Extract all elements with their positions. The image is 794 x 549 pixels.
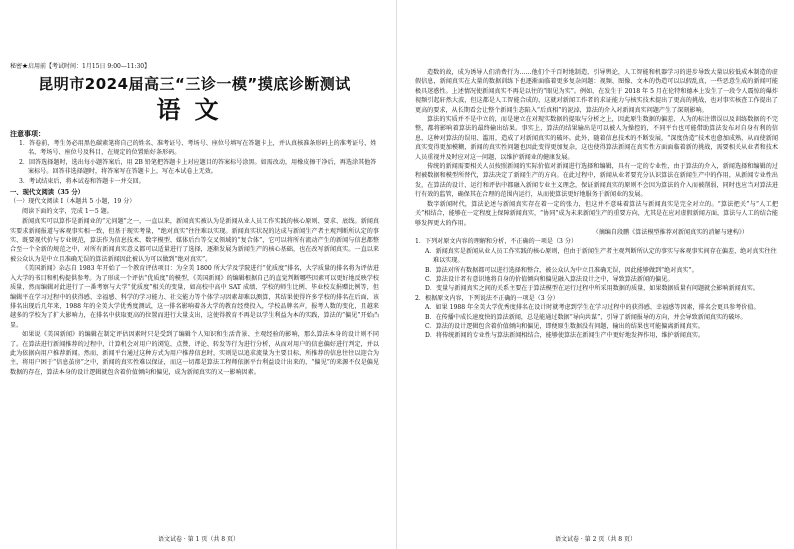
passage-paragraph: 算法的实质并不是中立的，而是建立在对现实数据的提取与分析之上，因此原生数据的偏差、人为的标注错误以及训练数据的不完整，都将影响着算法的最终输出结果。事实上，算法的结果输出是可以被人为操控的，不同平台也可能借助算法发布对自身有利的信息，这种对算法的误用、滥用，造成了对新闻真实的破坏。此外，随着信息技术的不断发展，“深度伪造”技术也愈加成熟，从而使新闻真实变得更加模糊，新闻的真实性问题也因此变得更加复杂，这也使得算法新闻在真实性方面面临着新的挑战，需要相关从业者和技术人员重视并及时应对这一问题，以维护新闻业的健康发展。 (415, 116, 778, 161)
answer-option: B．在传播中成长速度快的算法新闻，总是能通过数据“导向共谋”，引导了新闻报导的方向，并会导致新闻真实的破坏。 (425, 313, 747, 321)
passage-paragraph: 数字新闻时代，算法论述与新闻真实存在着一定的张力，但这并不意味着算法与新闻真实是完全对立的。“算法把关”与“人工把关”相结合，能够在一定程度上保障新闻真实，“协同”成为未来新闻生产的重要方向，尤其是在应对虚假新闻方面，算法与人工的结合能够发挥更大的作用。 (415, 200, 778, 227)
note-item: 1．答卷前，考生务必用黑色碳素笔将自己的姓名、准考证号、考场号、座位号填写在答题卡上，并认真核准条形码上的准考证号、姓名、考场号、座位号及科目，在规定的位置贴好条形码。 (19, 140, 377, 157)
answer-option: B．算法对所有数据都可以进行选择和整合，被公众认为中立且准确无误，因此能够做到“绝对真实”。 (425, 266, 698, 274)
page-footer: 语文试卷 · 第 1 页（共 8 页） (158, 536, 239, 543)
page-footer: 语文试卷 · 第 2 页（共 8 页） (555, 536, 636, 543)
reading-instruction: 阅读下面的文字，完成 1～5 题。 (22, 207, 113, 215)
answer-option: D．将传统新闻的专业性与算法新闻相结合，能够使算法在新闻生产中更好地发挥作用，维护新闻真实。 (425, 332, 705, 340)
subsection-title: （一）现代文阅读 I（本题共 5 小题，19 分） (10, 198, 136, 206)
passage-paragraph: 传统的新闻需要相关人员按照新闻的实际价值对新闻进行选择和编辑，具有一定的专业性，由于算法的介入，新闻选择和编辑的过程被数据和模型所替代，算法决定了新闻生产的方向。在此过程中，新闻从业者要充分认识算法在新闻生产中的作用，从新闻专业性出发，在算法的设计、运行和评估中都融入新闻专业主义理念，保证新闻真实的原则不会因为算法的介入而被削弱，同时也应当对算法进行有效的监管，确保其在合理的范围内运行，从而使算法更好地服务于新闻业的发展。 (415, 163, 778, 199)
answer-option: A．新闻真实是新闻从业人员工作实践的核心原则，但由于新闻生产者主观判断所认定的事实与客观事实间存在偏差，绝对真实往往难以实现。 (425, 247, 777, 265)
exam-title: 昆明市2024届高三“三诊一模”摸底诊断测试 (38, 75, 351, 93)
answer-option: A．如果 1988 年全美大学优秀度排名在设计时就考虑到学生在学习过程中的获得感、幸福感等因素，排名会更具参考价值。 (425, 304, 760, 312)
passage-source: （摘编自段鹏《算法模型推荐对新闻真实的消解与建构》） (592, 228, 748, 236)
passage-paragraph: 造数的故，成为诱导人们消费行为……他们个千百时地制造、引导舆论，人工智能和机器学习的进步导致大量以较低成本制造的虚假信息，新闻真实在大量的数据训练下也逐渐面临着更多复杂问题：视频、图像、文本的伪造可以以假乱真，一些恶意生成的新闻可能极具迷惑性。上述情况使新闻真实不再是以往的“眼见为实”。例如，在发生于 2018 年 5 月在伦特和德本上发生了一段令人震惊的爆炸视频引起轩然大波，但这都是人工智能合成的，这就对新闻工作者的求证能力与核实技术提出了更高的挑战，也对事实核查工作提出了更高的要求，从长期看会让整个新闻生态陷入“后真相”的泥淖，算法的介入对新闻真实问题产生了深刻影响。 (415, 69, 778, 114)
passage-paragraph: 如果说《美国新闻》的编辑在制定评估因素时只是受到了编辑个人知识和生活背景、主观经验的影响，那么算法本身的设计则不同了。在算法进行新闻推荐的过程中，计算机会对用户的浏览、点赞、评论、转发等行为进行分析，从而对用户的信息偏好进行判定，并以此为依据向用户推荐新闻。然而，新闻平台通过这种方式为用户推荐信息时，实则是以追求流量为主要目标，所推荐的信息往往以迎合为主，将用户困于“信息茧房”之中，新闻的真实性难以保证，而这一切都是算法工程师依据平台利益设计出来的，“偏见”的来源不仅是偏见数据的存在，算法本身的设计逻辑就包含着价值倾向和偏见，成为新闻真实的又一影响因素。 (10, 331, 379, 376)
notes-title: 注意事项： (10, 129, 45, 138)
section-title: 一、现代文阅读（35 分） (10, 189, 84, 197)
passage-paragraph: 《美国新闻》杂志自 1983 年开始了一个教育评估项目：为全美 1800 所大学及学院进行“优质度”排名，大学质量的排名将为评估进入大学的书目和机构提供参考。为了形成一个评估“优质度”的模型，《美国新闻》的编辑根据自己的直觉判断哪些因素可以更好地反映学校质量，然而编辑对此进行了一番考察与大学“优质度”相关的变量，如高校中高中 SAT 成绩、学校的师生比例、毕业校友捐赠比例等，但编辑平在学习过程中的获得感、幸福感、科学的学习能力、社交能力等个体学习因素却难以测算，其结果使得许多学校的排名在后面，该排名出现后几年来，1988 年的全美大学优秀度测试，这一排名影响着各大学的教育经费投入，学校品牌名声，报考人数的变化，且越来越多的学校为了扩大影响力，在排名中获取更高的位置而进行大量支出，这使得教育不再是以学生利益为本的实践，算法的“偏见”开始凸显。 (10, 265, 379, 329)
subject-title: 语文 (156, 95, 233, 124)
answer-option: C．算法设计者有意识地将自身的价值倾向和偏见融入算法设计之中，导致算法新闻的偏见。 (425, 275, 674, 283)
right-page (397, 0, 794, 549)
question-stem: 1．下列对原文内容的理解和分析，不正确的一项是（3 分） (415, 238, 578, 246)
note-item: 2．回答选择题时，选出每小题答案后，用 2B 铅笔把答题卡上对应题目的答案标号涂黑。如需改动，用橡皮擦干净后，再选涂其他答案标号。回答非选择题时，将答案写在答题卡上，写在本试卷上无效。 (19, 158, 377, 176)
answer-option: D．变量与新闻真实之间的关系主要在于算法模型在运行过程中所采用数据的质量，如果数据质量有问题就会影响新闻真实。 (425, 285, 759, 293)
answer-option: C．算法的设计逻辑包含着价值倾向和偏见，即便原生数据没有问题，输出的结果也可能偏离新闻真实。 (425, 322, 704, 330)
passage-paragraph: 新闻真实可以算作是新闻业的“元问题”之一，一直以来，新闻真实被认为是新闻从业人员工作实践的核心原则、要求、底线。新闻真实要求新闻报道与客观事实相一致，但基于现实考量，“绝对真实”往往难以实现。新闻真实状况的达成与新闻生产者主观判断所认定的事实、既要视代价与专业规范，算法作为信息技术、数字模型、媒体后台等交叉领域的“复合体”，它可以将所有流动产生的新闻与信息都整合至一个全新的规范之中，对所有新闻真实意义都可以适量进行了选择，逐渐发展为新闻生产的核心基础，也在改写新闻真实。一直以来被公众认为是中立且准确无误的算法新闻因此被认为可以做到“绝对真实”。 (10, 218, 379, 263)
confidential-label: 秘密★启用前【考试时间：1月15日 9:00—11:30】 (10, 63, 151, 70)
note-item: 3．考试结束后，将本试卷和答题卡一并交回。 (19, 177, 145, 185)
question-stem: 2．根据原文内容，下列说法不正确的一项是（3 分） (415, 294, 559, 302)
